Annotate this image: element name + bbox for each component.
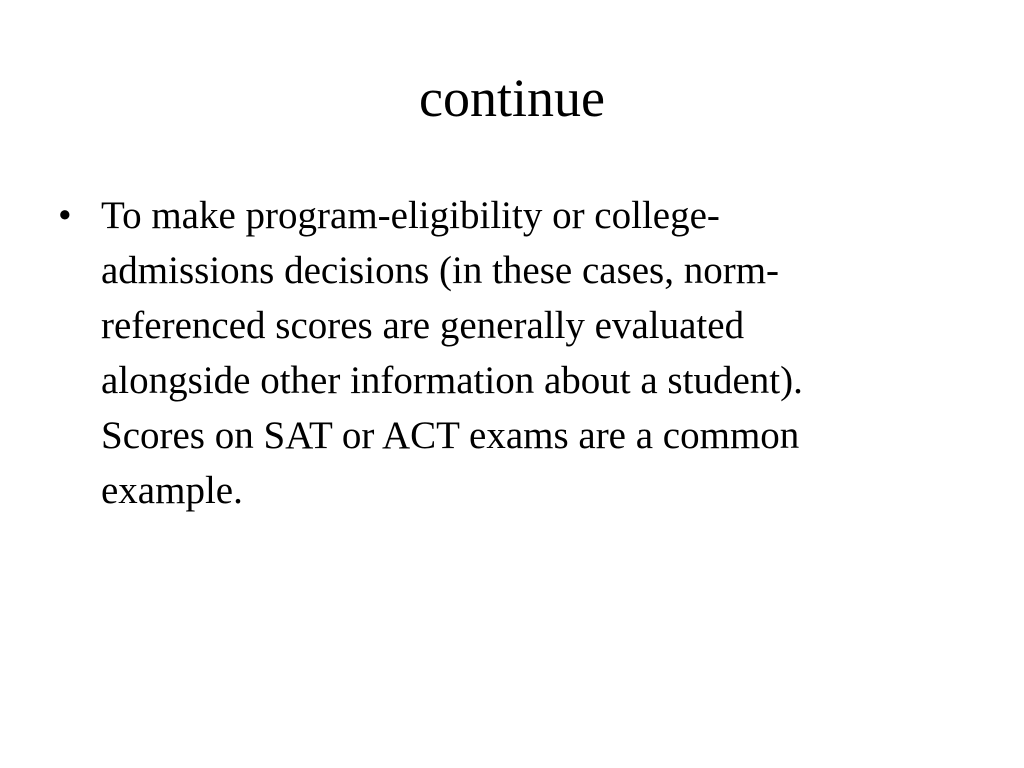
bullet-item bbox=[58, 188, 958, 518]
slide-title: continue bbox=[419, 68, 605, 128]
bullet-text-line: Scores on SAT or ACT exams are a common bbox=[101, 414, 800, 457]
bullet-text-line: alongside other information about a student). bbox=[101, 359, 803, 402]
bullet-text-line: admissions decisions (in these cases, norm- bbox=[101, 249, 780, 292]
bullet-text-line: referenced scores are generally evaluated bbox=[101, 304, 745, 347]
bullet-text-line: To make program-eligibility or college- bbox=[101, 194, 720, 237]
bullet-text-line: example. bbox=[101, 469, 243, 512]
bullet-marker: • bbox=[58, 194, 72, 237]
bullet-list bbox=[58, 188, 958, 518]
